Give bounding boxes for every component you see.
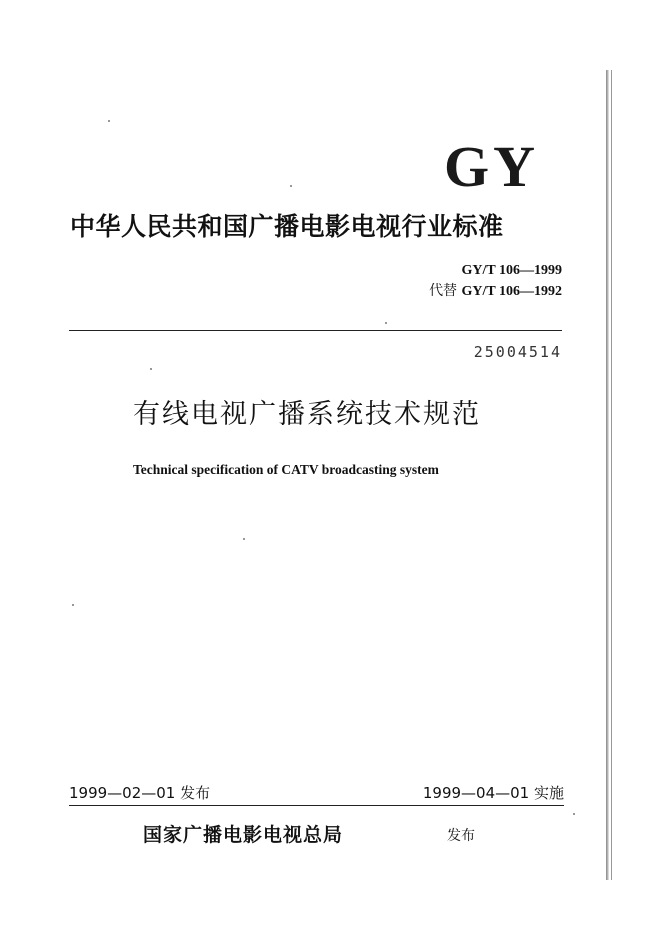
standard-number-block — [429, 260, 562, 302]
standard-category: 中华人民共和国广播电影电视行业标准 — [70, 212, 504, 241]
footer-divider — [69, 805, 564, 806]
implementation-date: 1999—04—01 实施 — [422, 784, 564, 802]
standard-code — [429, 260, 562, 281]
replaces-line — [429, 281, 562, 302]
document-title-english: Technical specification of CATV broadcasting system — [133, 462, 439, 477]
scan-speck — [290, 185, 292, 187]
scan-edge — [606, 70, 609, 880]
replaces-code: GY/T 106—1992 — [461, 284, 562, 299]
scan-speck — [108, 120, 110, 122]
scan-speck — [573, 813, 575, 815]
gy-logo: GY — [444, 134, 539, 199]
archive-number: 25004514 — [473, 343, 562, 361]
scan-speck — [243, 538, 245, 540]
scan-speck — [150, 368, 152, 370]
standard-code-text: GY/T 106—1999 — [461, 263, 562, 278]
issue-date: 1999—02—01 发布 — [69, 784, 211, 802]
issuer-name: 国家广播电影电视总局 — [143, 824, 344, 846]
scan-edge-line — [611, 70, 612, 880]
scan-speck — [385, 322, 387, 324]
issuer-action: 发布 — [447, 828, 475, 844]
replaces-prefix: 代替 — [429, 283, 458, 299]
document-title-chinese: 有线电视广播系统技术规范 — [133, 399, 481, 430]
header-divider — [69, 330, 562, 331]
scan-speck — [72, 604, 74, 606]
